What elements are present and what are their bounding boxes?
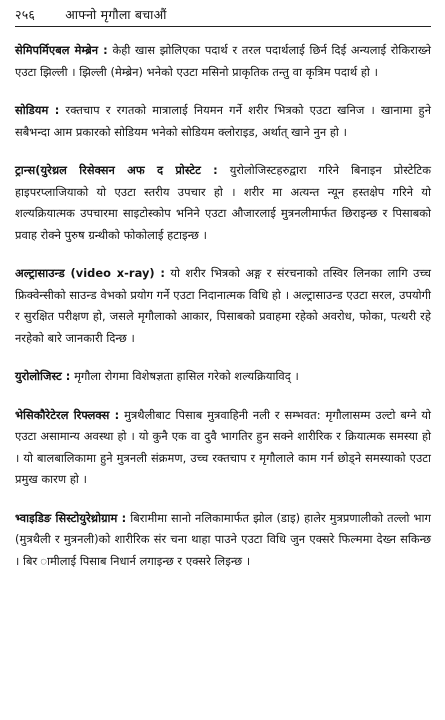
glossary-entry-sodium: [15, 100, 431, 143]
glossary-entry-turp: [15, 160, 431, 246]
glossary-entries: [15, 40, 431, 589]
glossary-entry-urologist: [15, 366, 431, 388]
entry-definition: बिरामीमा सानो नलिकामार्फत झोल (डाइ) हालेर मुत्रप्रणालीको तल्लो भाग (मुत्रथैली र मुत्रनली)को शारीरिक संर चना थाहा पाउने एउटा विधि जुन एक्सरे फिल्ममा देख्न सकिन्छ । बिर ामीलाई पिसाब निधार्न लगाइन्छ र एक्सरे लिइन्छ ।: [15, 510, 431, 568]
entry-term: ट्रान्स(युरेथ्रल रिसेक्सन अफ द प्रोस्टेट :: [15, 163, 218, 177]
entry-definition: मुत्रथैलीबाट पिसाब मुत्रवाहिनी नली र सम्भवत: मृगौलासम्म उल्टो बग्ने यो एउटा असामान्य अवस्था हो । यो कुनै एक वा दुवै भागतिर हुन सक्ने शारीरिक र क्रियात्मक समस्या हो । यो बालबालिकामा हुने मुत्रनली संक्रमण, उच्च रक्तचाप र मृगौलाले काम गर्न छोड्ने समस्याको एउटा प्रमुख कारण हो ।: [15, 407, 432, 486]
page-number: २५६: [15, 7, 36, 22]
header-rule: [15, 26, 431, 27]
running-title: आफ्नो मृगौला बचाऔं: [65, 7, 167, 22]
entry-definition: रक्तचाप र रगतको मात्रालाई नियमन गर्ने शरीर भित्रको एउटा खनिज । खानामा हुने सबैभन्दा आम प्रकारको सोडियम भनेको सोडियम क्लोराइड, अर्थात् खाने नुन हो ।: [15, 103, 432, 139]
entry-term: सेमिपर्मिएबल मेम्ब्रेन :: [15, 43, 108, 57]
glossary-entry-voiding-cystourethrogram: [15, 508, 431, 573]
running-header: [15, 6, 435, 23]
entry-term: सोडियम :: [15, 103, 60, 117]
entry-term: भेसिकौरेटेरल रिफ्लक्स :: [15, 407, 120, 422]
entry-term: युरोलोजिस्ट :: [15, 369, 71, 383]
entry-term: अल्ट्रासाउन्ड (video x-ray) :: [15, 266, 166, 280]
entry-definition: मृगौला रोगमा विशेषज्ञता हासिल गरेको शल्यक्रियाविद् ।: [74, 369, 299, 383]
entry-definition: युरोलोजिस्टहरुद्वारा गरिने बिनाइन प्रोस्टेटिक हाइपरप्लाजियाको यो एउटा स्तरीय उपचार हो । शरीर मा अत्यन्त न्यून हस्तक्षेप गरिने यो शल्यक्रियात्मक उपचारमा साइटोस्कोप भनिने एउटा औजारलाई मुत्रनलीमार्फत छिराइन्छ र पिसाबको प्रवाह रोक्ने पुरुष ग्रन्थीको फोकोलाई हटाइन्छ ।: [15, 163, 432, 242]
entry-definition: केही खास झोलिएका पदार्थ र तरल पदार्थलाई छिर्न दिई अन्यलाई रोकिराख्ने एउटा झिल्ली । झिल्ली (मेम्ब्रेन) भनेको एउटा मसिनो प्राकृतिक तन्तु वा कृत्रिम पदार्थ हो ।: [15, 43, 431, 79]
entry-definition: यो शरीर भित्रको अङ्ग र संरचनाको तस्विर लिनका लागि उच्च फ्रिक्वेन्सीको साउन्ड वेभको प्रयोग गर्ने एउटा निदानात्मक विधि हो । अल्ट्रासाउन्ड एउटा सरल, उपयोगी र सुरक्षित परीक्षण हो, जसले मृगौलाको आकार, पिसाबको प्रवाहमा रहेको अवरोध, फोका, पत्थरी रहे नरहेको बारे जानकारी दिन्छ ।: [15, 266, 431, 345]
glossary-entry-semipermeable-membrane: [15, 40, 431, 83]
glossary-entry-vesicoureteral-reflux: [15, 405, 431, 491]
entry-term: भ्वाइडिङ सिस्टोयुरेथ्रोग्राम :: [15, 510, 127, 525]
glossary-entry-ultrasound: [15, 263, 431, 349]
